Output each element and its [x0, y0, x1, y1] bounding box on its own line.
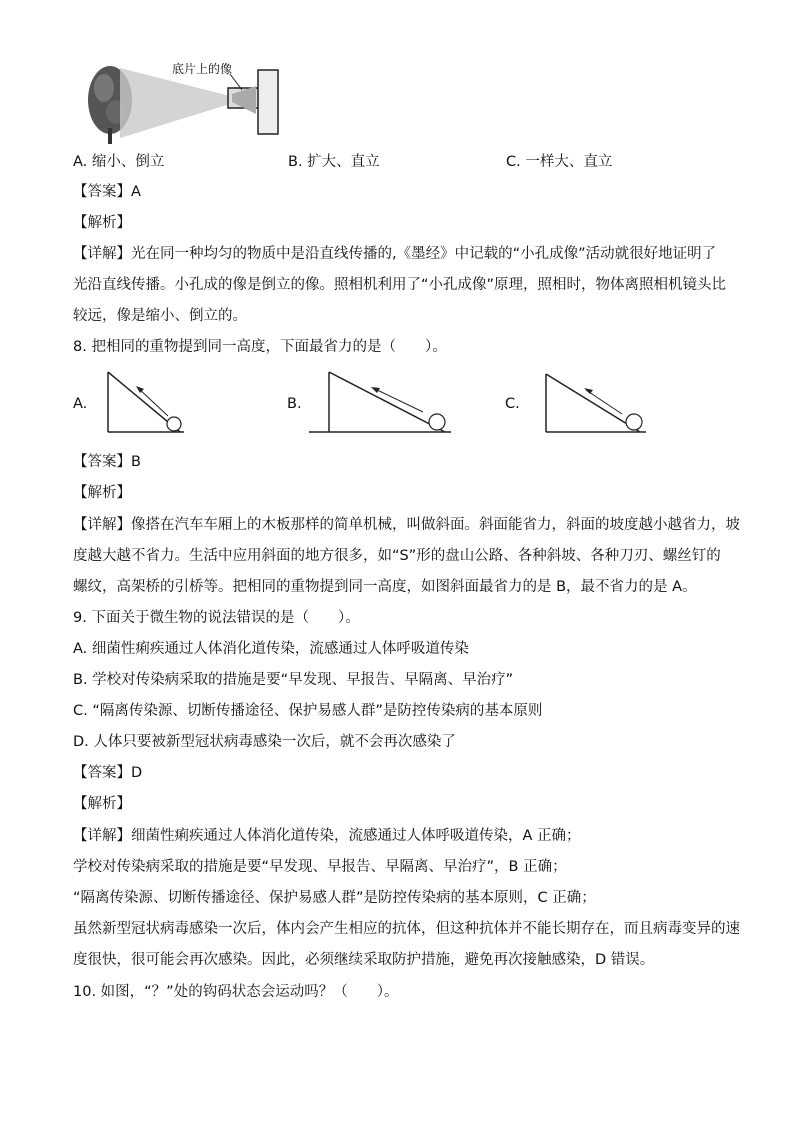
q8-option-b-label[interactable]: B. — [287, 396, 302, 412]
q7-analysis-title: 【解析】 — [73, 215, 131, 231]
q8-answer: 【答案】B — [73, 454, 141, 470]
q8-question: 8. 把相同的重物提到同一高度，下面最省力的是（ ）。 — [73, 339, 447, 355]
q9-detail-line-2: 学校对传染病采取的措施是要“早发现、早报告、早隔离、早治疗”，B 正确； — [73, 859, 567, 875]
incline-b-figure[interactable] — [305, 370, 455, 438]
q8-option-a-label[interactable]: A. — [73, 396, 88, 412]
q8-analysis-title: 【解析】 — [73, 485, 131, 501]
q8-detail-line-3: 螺纹，高架桥的引桥等。把相同的重物提到同一高度，如图斜面最省力的是 B，最不省力的是 A。 — [73, 579, 697, 595]
q7-option-a[interactable]: A. 缩小、倒立 — [73, 154, 165, 170]
q9-option-b[interactable]: B. 学校对传染病采取的措施是要“早发现、早报告、早隔离、早治疗” — [73, 672, 514, 688]
q7-detail-line-3: 较远，像是缩小、倒立的。 — [73, 308, 247, 324]
q10-question: 10. 如图，“？”处的钩码状态会运动吗？（ ）。 — [73, 984, 399, 1000]
figure-label: 底片上的像 — [172, 62, 233, 76]
q9-answer: 【答案】D — [73, 765, 143, 781]
q9-option-d[interactable]: D. 人体只要被新型冠状病毒感染一次后，就不会再次感染了 — [73, 734, 456, 750]
q9-detail-line-1: 【详解】细菌性痢疾通过人体消化道传染，流感通过人体呼吸道传染，A 正确； — [73, 828, 581, 844]
q7-options — [73, 150, 733, 172]
q9-analysis-title: 【解析】 — [73, 796, 131, 812]
q8-detail-line-2: 度越大越不省力。生活中应用斜面的地方很多，如“S”形的盘山公路、各种斜坡、各种刀刃、螺丝钉的 — [73, 548, 721, 564]
q9-detail-line-5: 度很快，很可能会再次感染。因此，必须继续采取防护措施，避免再次接触感染，D 错误。 — [73, 952, 655, 968]
q8-detail-line-1: 【详解】像搭在汽车车厢上的木板那样的简单机械，叫做斜面。斜面能省力，斜面的坡度越小越省力，坡 — [73, 517, 740, 533]
q9-option-c[interactable]: C. “隔离传染源、切断传播途径、保护易感人群”是防控传染病的基本原则 — [73, 703, 543, 719]
q9-detail-line-4: 虽然新型冠状病毒感染一次后，体内会产生相应的抗体，但这种抗体并不能长期存在，而且病毒变异的速 — [73, 921, 740, 937]
q9-detail-line-3: “隔离传染源、切断传播途径、保护易感人群”是防控传染病的基本原则，C 正确； — [73, 890, 596, 906]
q7-detail-line-1: 【详解】光在同一种均匀的物质中是沿直线传播的,《墨经》中记载的“小孔成像”活动就很好地证明了 — [73, 246, 717, 262]
camera-illustration — [228, 70, 278, 134]
incline-a-figure[interactable] — [100, 370, 190, 438]
q8-option-c-label[interactable]: C. — [505, 396, 520, 412]
q7-detail-line-2: 光沿直线传播。小孔成的像是倒立的像。照相机利用了“小孔成像”原理，照相时，物体离照相机镜头比 — [73, 277, 727, 293]
q7-answer: 【答案】A — [73, 184, 141, 200]
incline-c-figure[interactable] — [530, 370, 650, 438]
q7-option-c[interactable]: C. 一样大、直立 — [506, 154, 613, 170]
q9-question: 9. 下面关于微生物的说法错误的是（ ）。 — [73, 610, 360, 626]
q9-option-a[interactable]: A. 细菌性痢疾通过人体消化道传染，流感通过人体呼吸道传染 — [73, 641, 469, 657]
q7-option-b[interactable]: B. 扩大、直立 — [288, 154, 380, 170]
